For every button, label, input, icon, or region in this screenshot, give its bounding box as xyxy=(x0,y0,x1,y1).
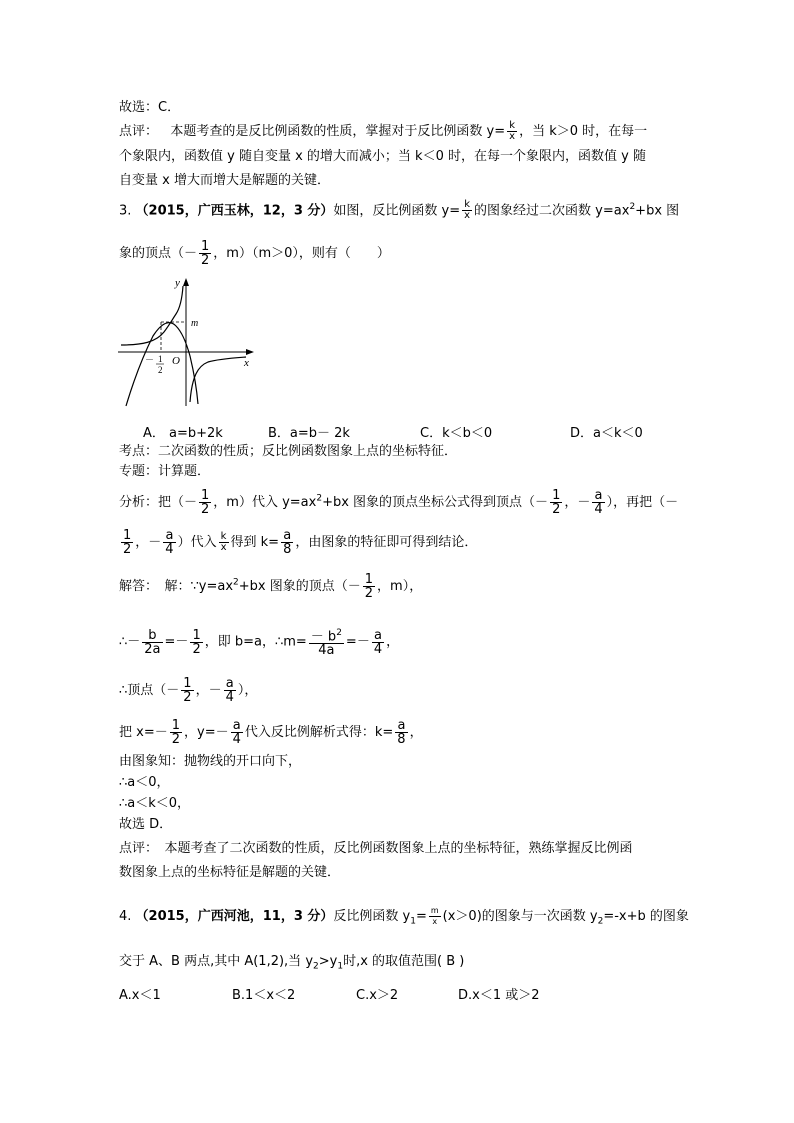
fraction: $\frac{1}{2}$ xyxy=(123,528,132,557)
fraction: $\frac{k}{x}$ xyxy=(220,531,227,553)
fraction: $\frac{1}{2}$ xyxy=(201,239,210,268)
analysis-line-2: $\frac{1}{2}$ ，－ $\frac{a}{4}$ ）代入 $\frac{k}{x}$ 得到 k= $\frac{a}{8}$ ，由图象的特征即可得到结论． xyxy=(123,528,478,557)
function-graph xyxy=(118,276,258,411)
comment-line-2: 个象限内，函数值 y 随自变量 x 的增大而减小；当 k＜0 时，在每一个象限内，函数值 y 随 xyxy=(119,149,646,164)
solution-line-6: ∴a＜0， xyxy=(119,775,170,790)
fraction: $\frac{1}{2}$ xyxy=(183,676,192,705)
fraction: $\frac{m}{x}$ xyxy=(430,906,439,926)
fraction: $\frac{a}{8}$ xyxy=(283,528,292,557)
kaodian-line: 考点：二次函数的性质；反比例函数图象上点的坐标特征． xyxy=(119,444,458,459)
fraction: $\frac{1}{2}$ xyxy=(171,718,180,747)
analysis-line-1: 分析：把（－ $\frac{1}{2}$ ，m）代入 $y=ax^2+bx$ 图象的顶点坐标公式得到顶点（－ $\frac{1}{2}$ ，－ $\frac{a}{4}$ ），再把（－ xyxy=(119,488,679,517)
fraction: $\frac{b}{2a}$ xyxy=(144,627,161,657)
fraction: $\frac{a}{4}$ xyxy=(373,627,383,657)
origin-label: O xyxy=(172,355,180,367)
m-label: m xyxy=(191,318,199,329)
solution-line-7: ∴a＜k＜0， xyxy=(119,796,191,811)
solution-line-8: 故选 D． xyxy=(119,817,173,832)
fraction: $\frac{1}{2}$ xyxy=(552,488,561,517)
neg-sign: － xyxy=(145,355,155,365)
fraction: $\frac{1}{2}$ xyxy=(192,627,201,657)
fraction: $\frac{k}{x}$ xyxy=(464,199,471,222)
option-b[interactable]: B．a=b－ 2k xyxy=(268,426,350,441)
option-c[interactable]: C．k＜b＜0 xyxy=(420,426,493,441)
hyperbola-right-branch xyxy=(190,357,246,402)
fraction: $\frac{- b^2}{4a}$ xyxy=(310,628,342,659)
tick-denominator: 2 xyxy=(158,365,163,375)
comment-line-1: 点评： 本题考查的是反比例函数的性质，掌握对于反比例函数 y= $\frac{k}{x}$ ，当 k＞0 时，在每一 xyxy=(119,120,648,142)
fraction: $\frac{k}{x}$ xyxy=(509,120,516,142)
option-a[interactable]: A． a=b+2k xyxy=(143,426,223,441)
q4-option-c[interactable]: C.x＞2 xyxy=(356,988,399,1003)
answer-line: 故选：C． xyxy=(119,100,181,115)
fraction: $\frac{a}{4}$ xyxy=(594,488,603,517)
q4-option-a[interactable]: A.x＜1 xyxy=(119,988,161,1003)
solution-line-5: 由图象知：抛物线的开口向下， xyxy=(119,754,302,769)
fraction: $\frac{a}{4}$ xyxy=(165,528,174,557)
solution-line-4: 把 x=－ $\frac{1}{2}$ ，y=－ $\frac{a}{4}$ 代入反比例解析式得：k= $\frac{a}{8}$ ， xyxy=(119,718,423,747)
option-d[interactable]: D．a＜k＜0 xyxy=(570,426,643,441)
x-axis-arrow xyxy=(246,349,254,355)
solution-line-1: 解答： 解：$\because y=ax^2+bx$ 图象的顶点（－ $\frac{1}{2}$ ，m）， xyxy=(119,572,423,601)
zhuanti-line: 专题：计算题． xyxy=(119,464,211,479)
hyperbola-left-branch xyxy=(121,286,183,345)
fraction: $\frac{a}{4}$ xyxy=(232,718,241,747)
q4-option-d[interactable]: D.x＜1 或＞2 xyxy=(458,988,540,1003)
question-3-line-2: 象的顶点（－ $\frac{1}{2}$ ，m）（m＞0），则有（ ） xyxy=(119,239,390,268)
q4-option-b[interactable]: B.1＜x＜2 xyxy=(232,988,296,1003)
solution-line-3: ∴顶点（－ $\frac{1}{2}$ ，－ $\frac{a}{4}$ ）， xyxy=(119,676,258,705)
comment-2-line-1: 点评： 本题考查了二次函数的性质，反比例函数图象上点的坐标特征，熟练掌握反比例函 xyxy=(119,841,633,856)
y-axis-arrow xyxy=(183,278,189,286)
solution-line-2: ∴－ $\frac{b}{2a}$ =－ $\frac{1}{2}$ ，即 b=a，∴m= $\frac{- b^2}{4a}$ =－ $\frac{a}{4}$ ， xyxy=(119,627,400,659)
y-label: y xyxy=(175,277,180,289)
tick-numerator: 1 xyxy=(158,354,163,364)
fraction: $\frac{a}{4}$ xyxy=(225,676,234,705)
fraction: $\frac{1}{2}$ xyxy=(364,572,374,601)
question-4-line-1: 4. （2015，广西河池，11，3 分）反比例函数 $y_1=$ $\frac{m}{x}$ (x＞0)的图象与一次函数 $y_2=-x+b$ 的图象 xyxy=(119,906,689,927)
fraction: $\frac{1}{2}$ xyxy=(201,488,210,517)
fraction: $\frac{a}{8}$ xyxy=(397,718,406,747)
question-3-line-1: 3. （2015，广西玉林，12，3 分）如图，反比例函数 y= $\frac{k}{x}$ 的图象经过二次函数 $y=ax^2+bx$ 图 xyxy=(119,199,680,222)
question-4-line-2: 交于 A、B 两点,其中 A(1,2),当 $y_2>y_1$时,x 的取值范围( B ) xyxy=(119,954,465,972)
x-label: x xyxy=(244,357,249,369)
comment-line-3: 自变量 x 增大而增大是解题的关键． xyxy=(119,173,330,188)
comment-2-line-2: 数图象上点的坐标特征是解题的关键． xyxy=(119,865,341,880)
